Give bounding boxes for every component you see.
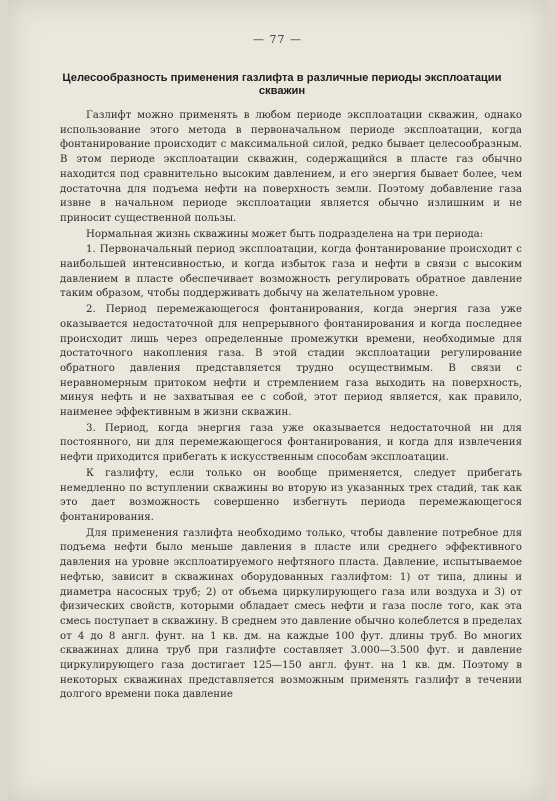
paragraph-periods-lead: Нормальная жизнь скважины может быть подразделена на три периода: xyxy=(86,228,484,240)
section-title: Целесообразность применения газлифта в различные периоды эксплоатации скважин xyxy=(62,72,502,97)
paragraph-intro: Газлифт можно применять в любом периоде эксплоатации скважин, однако использование этого метода в первоначальном периоде эксплоатации, когда фонтанирование происходит с максимальной силой, редко бывает целесообразным. В этом периоде эксплоатации скважин, содержащийся в пласте газ обычно находится под сравнительно высоким давлением, и его энергия бывает более, чем достаточна для подъема нефти на поверхность земли. Поэтому добавление газа извне в начальном периоде эксплоатации является обычно излишним и не приносит существенной пользы. xyxy=(60,110,522,224)
page-number: — 77 — xyxy=(253,33,302,46)
paragraph-period-1: 1. Первоначальный период эксплоатации, когда фонтанирование происходит с наибольшей интенсивностью, и когда избыток газа и нефти в связи с высоким давлением в пласте обеспечивает возможность регулировать обратное давление таким образом, чтобы поддерживать добычу на желательном уровне. xyxy=(60,244,522,300)
paragraph-pressure: Для применения газлифта необходимо только, чтобы давление потребное для подъема нефти было меньше давления в пласте или среднего эффективного давления на уровне эксплоатируемого нефтяного пласта. Давление, испытываемое нефтью, зависит в скважинах оборудованных газлифтом: 1) от типа, длины и диаметра насосных труб; 2) от объема циркулирующего газа или воздуха и 3) от физических свойств, которыми обладает смесь нефти и газа после того, как эта смесь поступает в скважину. В среднем это давление обычно колеблется в пределах от 4 до 8 англ. фунт. на 1 кв. дм. на каждые 100 фут. длины труб. Во многих скважинах длина труб при газлифте составляет 3.000—3.500 фут. и давление циркулирующего газа достигает 125—150 англ. фунт. на 1 кв. дм. Поэтому в некоторых скважинах представляется возможным применять газлифт в течении долгого времени пока давление xyxy=(60,527,522,701)
paragraph-period-3: 3. Период, когда энергия газа уже оказывается недостаточной ни для постоянного, ни для перемежающегося фонтанирования, и когда для извлечения нефти приходится прибегать к искусственным способам эксплоатации. xyxy=(60,422,522,464)
body-text xyxy=(60,109,522,704)
paragraph-gaslift-timing: К газлифту, если только он вообще применяется, следует прибегать немедленно по вступлении скважины во вторую из указанных трех стадий, так как это дает возможность совершенно избегнуть периода перемежающегося фонтанирования. xyxy=(60,467,522,523)
document-page xyxy=(8,0,547,801)
paragraph-period-2: 2. Период перемежающегося фонтанирования, когда энергия газа уже оказывается недостаточной для непрерывного фонтанирования и когда последнее происходит лишь через определенные промежутки времени, необходимые для достаточного накопления газа. В этой стадии эксплоатации регулирование обратного давления представляется трудно осуществимым. В связи с неравномерным притоком нефти и стремлением газа выходить на поверхность, минуя нефть и не захватывая ее с собой, этот период является, как правило, наименее эффективным в жизни скважин. xyxy=(60,304,522,419)
